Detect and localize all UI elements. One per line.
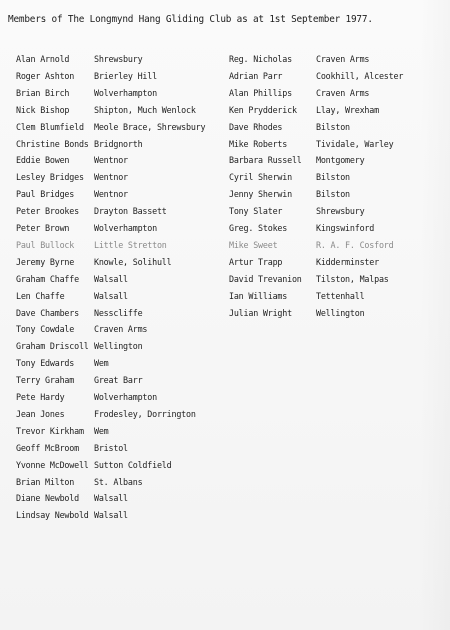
member-name: Trevor Kirkham — [16, 425, 84, 436]
member-name: Roger Ashton — [16, 70, 75, 81]
member-place: Walsall — [94, 510, 128, 521]
member-place: Tettenhall — [316, 290, 365, 301]
member-name: Greg. Stokes — [229, 223, 288, 233]
member-name: Peter Brookes — [16, 206, 79, 217]
member-place: Shipton, Much Wenlock — [94, 104, 196, 115]
member-place: Shrewsbury — [316, 206, 365, 217]
member-name: Lesley Bridges — [16, 172, 84, 183]
member-name: Alan Phillips — [229, 87, 292, 98]
paper-edge-shadow — [420, 0, 450, 630]
member-name: Barbara Russell — [229, 155, 302, 166]
member-name: Mike Roberts — [229, 138, 288, 149]
member-place: Craven Arms — [94, 324, 148, 335]
member-place: Sutton Coldfield — [94, 459, 172, 470]
member-place: Wentnor — [94, 172, 128, 183]
member-name: Adrian Parr — [229, 70, 283, 81]
member-place: Wolverhampton — [94, 392, 157, 402]
member-name: Tony Slater — [229, 206, 283, 217]
member-name: Tony Cowdale — [16, 324, 75, 335]
member-place: Wentnor — [94, 155, 128, 166]
member-place: Bristol — [94, 442, 128, 453]
member-name: Lindsay Newbold — [16, 510, 89, 521]
member-name: Julian Wright — [229, 307, 292, 318]
member-place: Nesscliffe — [94, 307, 143, 318]
member-name: Mike Sweet — [229, 239, 278, 250]
member-name: Pete Hardy — [16, 392, 65, 402]
member-place: Craven Arms — [316, 54, 370, 64]
member-place: Montgomery — [316, 155, 365, 166]
member-place: Great Barr — [94, 375, 143, 386]
member-place: R. A. F. Cosford — [316, 239, 394, 250]
member-name: Diane Newbold — [16, 493, 79, 504]
member-place: Wolverhampton — [94, 87, 157, 98]
member-place: Kingswinford — [316, 223, 375, 233]
member-place: Tilston, Malpas — [316, 273, 389, 284]
member-name: Graham Chaffe — [16, 273, 79, 284]
member-name: Reg. Nicholas — [229, 54, 292, 64]
member-place: Wolverhampton — [94, 223, 157, 233]
member-place: Craven Arms — [316, 87, 370, 98]
member-place: Bridgnorth — [94, 138, 143, 149]
member-name: Tony Edwards — [16, 358, 75, 369]
member-name: Terry Graham — [16, 375, 75, 386]
member-name: Ian Williams — [229, 290, 288, 301]
member-name: David Trevanion — [229, 273, 302, 284]
member-list — [0, 52, 450, 532]
member-place: Frodesley, Dorrington — [94, 408, 196, 419]
member-place: Wem — [94, 425, 109, 436]
member-name: Len Chaffe — [16, 290, 65, 301]
member-place: Bilston — [316, 172, 350, 183]
member-name: Eddie Bowen — [16, 155, 70, 166]
member-place: Knowle, Solihull — [94, 256, 172, 267]
member-name: Artur Trapp — [229, 256, 283, 267]
member-name: Ken Prydderick — [229, 104, 297, 115]
member-place: Meole Brace, Shrewsbury — [94, 121, 206, 132]
member-name: Dave Chambers — [16, 307, 79, 318]
member-place: Bilston — [316, 189, 350, 200]
member-name: Peter Brown — [16, 223, 70, 233]
member-place: Walsall — [94, 273, 128, 284]
member-name: Geoff McBroom — [16, 442, 79, 453]
member-name: Paul Bullock — [16, 239, 75, 250]
member-name: Cyril Sherwin — [229, 172, 292, 183]
member-place: Llay, Wrexham — [316, 104, 379, 115]
member-name: Alan Arnold — [16, 54, 70, 64]
member-place: Bilston — [316, 121, 350, 132]
member-place: Wellington — [316, 307, 365, 318]
member-name: Graham Driscoll — [16, 341, 89, 352]
member-name: Brian Birch — [16, 87, 70, 98]
member-name: Jean Jones — [16, 408, 65, 419]
member-name: Jeremy Byrne — [16, 256, 75, 267]
member-place: Walsall — [94, 493, 128, 504]
member-name: Nick Bishop — [16, 104, 70, 115]
member-name: Jenny Sherwin — [229, 189, 292, 200]
member-place: Brierley Hill — [94, 70, 157, 81]
member-name: Dave Rhodes — [229, 121, 283, 132]
member-place: Walsall — [94, 290, 128, 301]
member-place: Cookhill, Alcester — [316, 70, 404, 81]
member-place: Shrewsbury — [94, 54, 143, 64]
member-place: Drayton Bassett — [94, 206, 167, 217]
member-name: Yvonne McDowell — [16, 459, 89, 470]
member-place: St. Albans — [94, 476, 143, 487]
member-place: Wellington — [94, 341, 143, 352]
member-name: Christine Bonds — [16, 138, 89, 149]
member-place: Kidderminster — [316, 256, 379, 267]
page-title: Members of The Longmynd Hang Gliding Club as at 1st September 1977. — [8, 14, 373, 25]
member-name: Brian Milton — [16, 476, 75, 487]
member-name: Paul Bridges — [16, 189, 75, 200]
member-place: Wentnor — [94, 189, 128, 200]
member-place: Little Stretton — [94, 239, 167, 250]
member-place: Wem — [94, 358, 109, 369]
member-place: Tividale, Warley — [316, 138, 394, 149]
member-name: Clem Blumfield — [16, 121, 84, 132]
